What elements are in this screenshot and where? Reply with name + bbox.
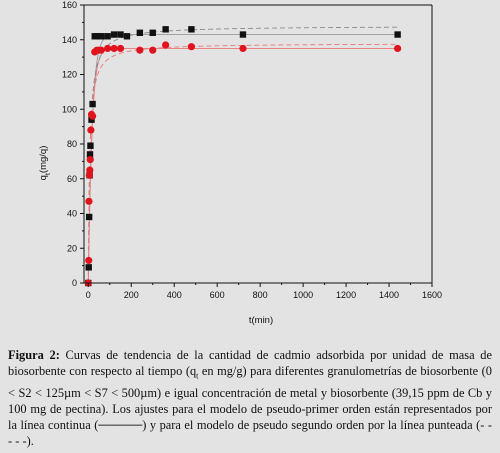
x-tick-label: 1000 [293, 290, 314, 300]
circle-data-point [110, 45, 117, 52]
circle-data-point [239, 45, 246, 52]
caption-line-4: de metal y biosorbente (39,15 ppm de Cb y 100 mg de pectina). Los ajustes para el [8, 385, 493, 417]
circle-data-point [117, 45, 124, 52]
circle-data-point [104, 45, 111, 52]
y-tick-label: 20 [66, 243, 77, 254]
x-tick-label: 1400 [379, 290, 400, 300]
square-data-point [394, 31, 400, 37]
fit-lines [88, 27, 397, 283]
pseudo-second-order-fit-line [88, 27, 397, 283]
y-axis-title [38, 146, 52, 181]
y-tick-label: 140 [61, 34, 77, 45]
x-tick-label: 1600 [421, 290, 443, 300]
caption-sub-t: t [196, 371, 199, 381]
figure-caption [8, 347, 492, 450]
x-tick-label: 400 [166, 290, 182, 300]
square-data-point [137, 30, 143, 36]
x-axis-title: t(min) [248, 315, 274, 326]
caption-line-2a: masa de biosorbente con respecto al tiempo (q [8, 348, 492, 379]
y-tick-label: 100 [61, 104, 77, 115]
circle-data-point [149, 47, 156, 54]
x-tick-label: 800 [252, 290, 268, 300]
y-tick-label: 160 [61, 0, 77, 10]
circle-data-point [394, 45, 401, 52]
circle-data-point [85, 198, 92, 205]
pseudo-first-order-fit-line [88, 35, 397, 283]
square-data-point [117, 31, 123, 37]
y-tick-label: 0 [71, 278, 77, 288]
circle-data-point [86, 166, 93, 173]
square-data-point [104, 33, 110, 39]
caption-line-6: para el modelo de pseudo segundo orden por la línea punteada (- - - - -). [8, 418, 492, 449]
circle-data-point [85, 257, 92, 264]
circle-data-point [188, 43, 195, 50]
square-data-point [124, 33, 130, 39]
x-tick-label: 200 [123, 290, 139, 300]
square-data-point [162, 26, 168, 32]
caption-line-2b: en mg/g) para diferentes [198, 364, 324, 379]
square-data-point [188, 26, 194, 32]
axes [80, 5, 432, 287]
caption-line-3: granulometrías de biosorbente (0 < S2 < 125µm < S7 < 500µm) e igual concentración [8, 364, 492, 400]
circle-data-point [87, 127, 94, 134]
y-axis-title-main: q [38, 175, 49, 181]
circle-data-point [162, 41, 169, 48]
y-tick-label: 120 [61, 69, 77, 80]
caption-line-1: Curvas de tendencia de la cantidad de cadmio adsorbida por unidad de [65, 348, 444, 362]
y-axis-title-rest: (mg/q) [38, 145, 49, 174]
square-data-point [87, 143, 93, 149]
y-tick-label: 60 [66, 173, 77, 184]
square-data-point [98, 33, 104, 39]
circle-data-point [98, 47, 105, 54]
y-tick-label: 40 [66, 208, 77, 219]
data-markers [85, 26, 402, 286]
circle-data-point [87, 156, 94, 163]
square-data-point [150, 30, 156, 36]
square-data-point [89, 101, 95, 107]
square-data-point [86, 264, 92, 270]
y-tick-label: 80 [66, 139, 77, 149]
x-tick-label: 1200 [336, 290, 357, 300]
caption-label: Figura 2: [8, 348, 60, 362]
y-axis-title-sub: t [44, 173, 52, 176]
caption-line-5: modelo de pseudo-primer orden están representados por la línea continua (─────) y [8, 402, 492, 433]
x-tick-label: 600 [209, 290, 225, 300]
square-data-point [86, 214, 92, 220]
square-data-point [240, 31, 246, 37]
pseudo-first-order-fit-line [88, 48, 397, 283]
square-data-point [111, 31, 117, 37]
pseudo-second-order-fit-line [88, 44, 397, 283]
x-tick-label: 0 [85, 290, 91, 300]
tick-labels [62, 0, 442, 300]
circle-data-point [136, 47, 143, 54]
circle-data-point [89, 113, 96, 120]
